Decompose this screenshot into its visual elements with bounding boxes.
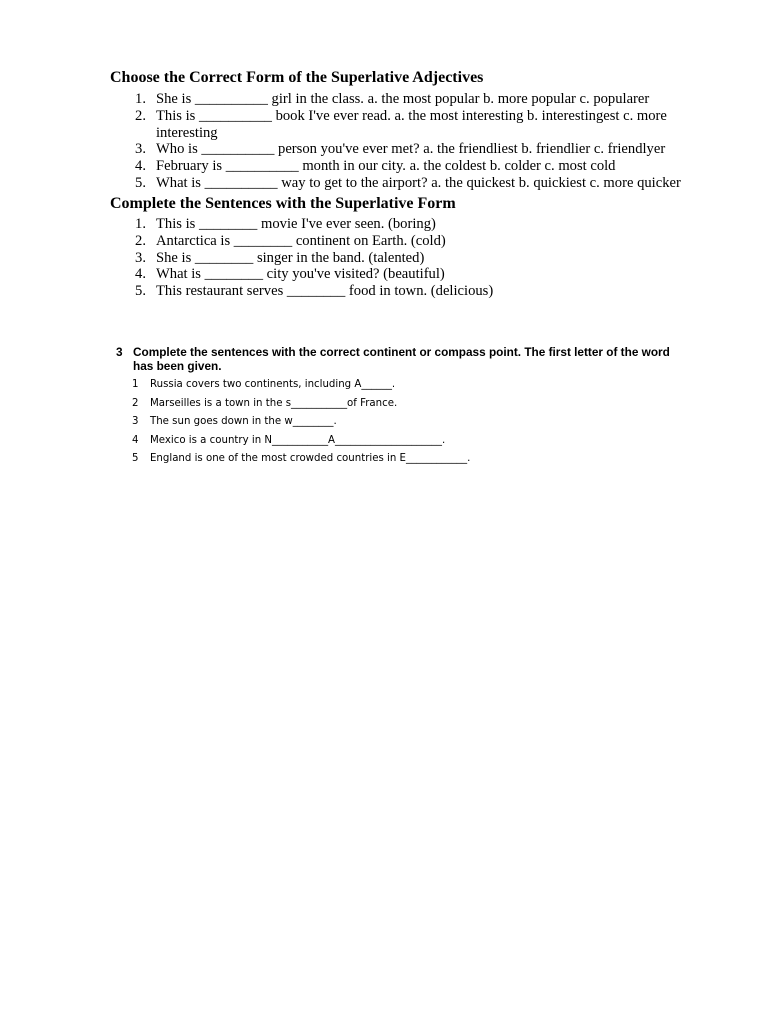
item-text: She is ________ singer in the band. (talented): [156, 249, 425, 266]
list-item: [110, 250, 720, 267]
section2-heading: Complete the Sentences with the Superlative Form: [110, 195, 456, 212]
item-number: 2.: [135, 232, 146, 249]
item-number: 4: [132, 434, 139, 446]
item-number: 4.: [135, 158, 146, 175]
list-item: [110, 283, 720, 300]
item-text: The sun goes down in the w________.: [150, 416, 337, 428]
item-number: 1.: [135, 216, 146, 232]
exercise3-number: 3: [116, 345, 123, 359]
list-item: [112, 450, 672, 469]
list-item: [110, 175, 720, 192]
item-text: Who is __________ person you've ever met? a. the friendliest b. friendlier c. friendlyer: [156, 141, 666, 158]
section1-question-list: [110, 91, 720, 192]
exercise3-header: [112, 346, 672, 373]
item-text: What is ________ city you've visited? (beautiful): [156, 266, 445, 283]
exercise3-list: [112, 376, 672, 469]
item-number: 1: [132, 379, 139, 390]
item-text: This is ________ movie I've ever seen. (boring): [156, 216, 436, 232]
list-item: [110, 108, 720, 142]
section2-question-list: [110, 216, 720, 300]
item-number: 1.: [135, 91, 146, 107]
exercise3-instruction: Complete the sentences with the correct continent or compass point. The first letter of the word has been given.: [133, 345, 670, 373]
item-number: 5.: [135, 174, 146, 191]
item-text: February is __________ month in our city. a. the coldest b. colder c. most cold: [156, 158, 616, 175]
list-item: [112, 432, 672, 451]
exercise3: [112, 346, 672, 469]
item-number: 2.: [135, 107, 146, 124]
item-number: 2: [132, 397, 139, 409]
item-number: 3.: [135, 249, 146, 266]
item-text: Russia covers two continents, including A______.: [150, 379, 396, 390]
item-text: This is __________ book I've ever read. a. the most interesting b. interestingest c. more interesting: [156, 107, 667, 141]
list-item: [110, 216, 720, 233]
item-text: Mexico is a country in N___________A_____________________.: [150, 434, 446, 446]
list-item: [110, 91, 720, 108]
list-item: [110, 158, 720, 175]
item-number: 5.: [135, 283, 146, 300]
list-item: [112, 376, 672, 395]
list-item: [112, 413, 672, 432]
section1-heading: Choose the Correct Form of the Superlative Adjectives: [110, 69, 484, 86]
item-text: What is __________ way to get to the airport? a. the quickest b. quickiest c. more quicker: [156, 174, 681, 191]
list-item: [112, 395, 672, 414]
item-text: England is one of the most crowded countries in E____________.: [150, 453, 471, 465]
list-item: [110, 233, 720, 250]
item-text: She is __________ girl in the class. a. the most popular b. more popular c. popularer: [156, 91, 650, 107]
item-number: 3.: [135, 141, 146, 158]
item-number: 4.: [135, 266, 146, 283]
item-text: Marseilles is a town in the s___________of France.: [150, 397, 398, 409]
item-text: This restaurant serves ________ food in town. (delicious): [156, 283, 494, 300]
list-item: [110, 141, 720, 158]
item-text: Antarctica is ________ continent on Earth. (cold): [156, 232, 446, 249]
list-item: [110, 266, 720, 283]
item-number: 5: [132, 453, 139, 465]
item-number: 3: [132, 416, 139, 428]
